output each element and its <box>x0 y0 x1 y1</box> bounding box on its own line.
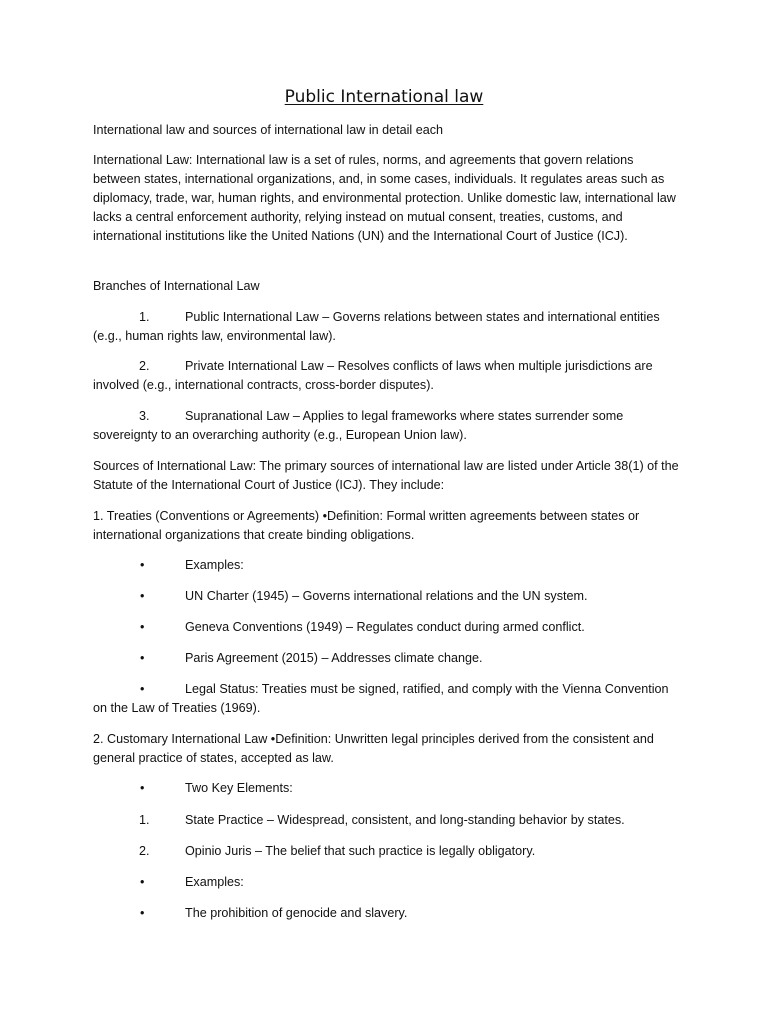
branch-item-1 <box>93 308 679 346</box>
treaties-item-4 <box>93 649 679 668</box>
bullet-marker: • <box>140 589 145 603</box>
list-item-text: State Practice – Widespread, consistent, and long-standing behavior by states. <box>185 813 625 827</box>
list-marker: 1. <box>139 813 150 827</box>
bullet-marker: • <box>140 875 145 889</box>
customary-item-5 <box>93 904 679 923</box>
customary-item-4 <box>93 873 679 892</box>
sources-intro: Sources of International Law: The primary sources of international law are listed under Article 38(1) of the Statute of the International Court of Justice (ICJ). They include: <box>93 459 679 492</box>
bullet-marker: • <box>140 558 145 572</box>
customary-item-3 <box>93 842 679 861</box>
intro-paragraph: International Law: International law is a set of rules, norms, and agreements that govern relations between states, international organizations, and, in some cases, individuals. It regulates areas such as diplomacy, trade, war, human rights, and environmental protection. Unlike domestic law, international law lacks a central enforcement authority, relying instead on mutual consent, treaties, customs, and international institutions like the United Nations (UN) and the International Court of Justice (ICJ). <box>93 153 676 243</box>
branch-item-2 <box>93 357 679 395</box>
treaties-item-3 <box>93 618 679 637</box>
bullet-marker: • <box>140 620 145 634</box>
branch-text: Supranational Law – Applies to legal frameworks where states surrender some sovereignty to an overarching authority (e.g., European Union law). <box>93 409 624 442</box>
list-item-text: Examples: <box>185 558 244 572</box>
branch-text: Private International Law – Resolves conflicts of laws when multiple jurisdictions are involved (e.g., international contracts, cross-border disputes). <box>93 359 653 392</box>
bullet-marker: • <box>140 781 145 795</box>
list-marker: 2. <box>139 359 150 373</box>
treaties-item-5 <box>93 680 679 718</box>
page-title: Public International law <box>284 87 484 107</box>
bullet-marker: • <box>140 651 145 665</box>
customary-heading: 2. Customary International Law •Definition: Unwritten legal principles derived from the consistent and general practice of states, accepted as law. <box>93 732 654 765</box>
bullet-marker: • <box>140 682 145 696</box>
list-marker: 1. <box>139 310 150 324</box>
list-item-text: Opinio Juris – The belief that such practice is legally obligatory. <box>185 844 536 858</box>
list-item-text: Paris Agreement (2015) – Addresses climate change. <box>185 651 483 665</box>
treaties-item-1 <box>93 556 679 575</box>
list-item-text: Examples: <box>185 875 244 889</box>
branches-heading: Branches of International Law <box>93 279 260 293</box>
treaties-item-2 <box>93 587 679 606</box>
list-item-text: The prohibition of genocide and slavery. <box>185 906 408 920</box>
customary-item-1 <box>93 779 679 798</box>
branch-text: Public International Law – Governs relations between states and international entities (e.g., human rights law, environmental law). <box>93 310 660 343</box>
list-marker: 2. <box>139 844 150 858</box>
list-item-text: Legal Status: Treaties must be signed, ratified, and comply with the Vienna Convention on the Law of Treaties (1969). <box>93 682 669 715</box>
treaties-heading: 1. Treaties (Conventions or Agreements) •Definition: Formal written agreements between states or international organizations that create binding obligations. <box>93 509 640 542</box>
list-marker: 3. <box>139 409 150 423</box>
branch-item-3 <box>93 407 679 445</box>
list-item-text: Two Key Elements: <box>185 781 293 795</box>
list-item-text: UN Charter (1945) – Governs international relations and the UN system. <box>185 589 588 603</box>
document-subtitle: International law and sources of international law in detail each <box>93 123 444 137</box>
list-item-text: Geneva Conventions (1949) – Regulates conduct during armed conflict. <box>185 620 585 634</box>
customary-item-2 <box>93 811 679 830</box>
bullet-marker: • <box>140 906 145 920</box>
